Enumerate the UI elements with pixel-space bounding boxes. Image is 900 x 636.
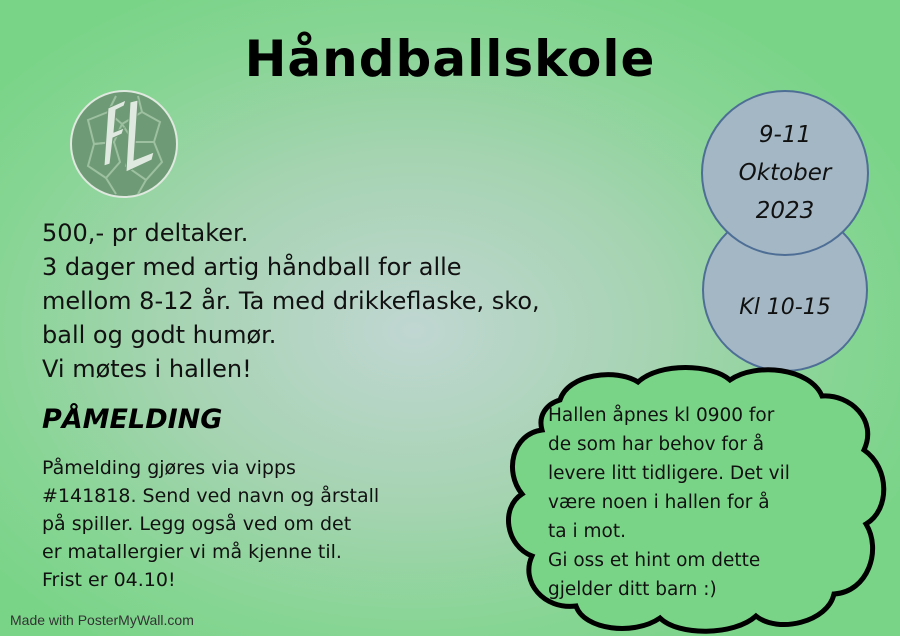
cloud-text bbox=[548, 401, 848, 604]
credit-link[interactable]: Made with PosterMyWall.com bbox=[10, 612, 194, 628]
handball-logo-icon bbox=[68, 90, 180, 198]
date-days: 9-11 bbox=[758, 122, 812, 148]
date-circle bbox=[701, 90, 869, 256]
registration-line: Påmelding gjøres via vipps bbox=[42, 457, 296, 479]
cloud-line: de som har behov for å bbox=[548, 434, 765, 455]
registration-text bbox=[42, 454, 442, 594]
cloud-line: gjelder ditt barn :) bbox=[548, 579, 717, 600]
registration-line: Frist er 04.10! bbox=[42, 569, 176, 591]
time-label: Kl 10-15 bbox=[739, 294, 831, 320]
registration-line: på spiller. Legg også ved om det bbox=[42, 513, 352, 535]
intro-line: ball og godt humør. bbox=[42, 321, 277, 349]
cloud-line: være noen i hallen for å bbox=[548, 492, 770, 513]
date-year: 2023 bbox=[755, 198, 815, 224]
cloud-line: Hallen åpnes kl 0900 for bbox=[548, 405, 775, 426]
registration-heading: PÅMELDING bbox=[42, 404, 223, 435]
intro-line: 500,- pr deltaker. bbox=[42, 219, 249, 247]
cloud-line: Gi oss et hint om dette bbox=[548, 550, 761, 571]
registration-line: er matallergier vi må kjenne til. bbox=[42, 541, 342, 563]
cloud-line: levere litt tidligere. Det vil bbox=[548, 463, 790, 484]
intro-line: Vi møtes i hallen! bbox=[42, 355, 252, 383]
registration-line: #141818. Send ved navn og årstall bbox=[42, 485, 380, 507]
intro-line: 3 dager med artig håndball for alle bbox=[42, 253, 462, 281]
date-month: Oktober bbox=[738, 160, 832, 186]
poster-title: Håndballskole bbox=[244, 30, 656, 88]
intro-line: mellom 8-12 år. Ta med drikkeflaske, sko, bbox=[42, 287, 540, 315]
cloud-line: ta i mot. bbox=[548, 521, 626, 542]
